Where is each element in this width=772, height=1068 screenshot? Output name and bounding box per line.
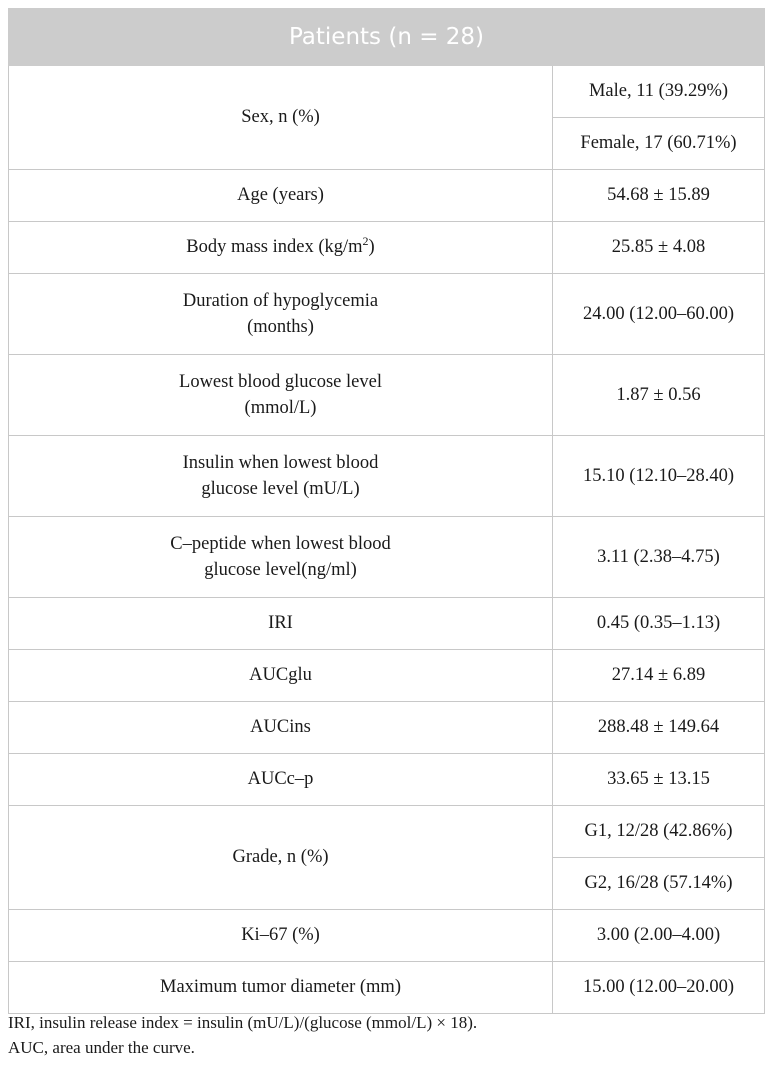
aucins-value: 288.48 ± 149.64	[553, 702, 765, 754]
table-row	[9, 754, 765, 806]
table-row	[9, 598, 765, 650]
patient-characteristics-table-wrapper	[8, 8, 764, 1014]
bmi-label-close: )	[368, 237, 375, 258]
insulin-label-line1: Insulin when lowest blood	[182, 452, 379, 473]
grade-g1-value: G1, 12/28 (42.86%)	[553, 806, 765, 858]
auccp-label: AUCc–p	[9, 754, 553, 806]
insulin-label	[9, 436, 553, 517]
auccp-value: 33.65 ± 13.15	[553, 754, 765, 806]
ki67-value: 3.00 (2.00–4.00)	[553, 910, 765, 962]
table-row	[9, 222, 765, 274]
age-value: 54.68 ± 15.89	[553, 170, 765, 222]
table-header: Patients (n = 28)	[9, 9, 765, 66]
bmi-value: 25.85 ± 4.08	[553, 222, 765, 274]
table-row	[9, 702, 765, 754]
duration-label-line2: (months)	[247, 317, 314, 337]
table-row	[9, 910, 765, 962]
table-row	[9, 355, 765, 436]
duration-label	[9, 274, 553, 355]
iri-value: 0.45 (0.35–1.13)	[553, 598, 765, 650]
sex-male-value: Male, 11 (39.29%)	[553, 66, 765, 118]
c-peptide-label-line1: C–peptide when lowest blood	[170, 533, 391, 554]
ki67-label: Ki–67 (%)	[9, 910, 553, 962]
grade-label: Grade, n (%)	[9, 806, 553, 910]
grade-g2-value: G2, 16/28 (57.14%)	[553, 858, 765, 910]
insulin-value: 15.10 (12.10–28.40)	[553, 436, 765, 517]
age-label: Age (years)	[9, 170, 553, 222]
c-peptide-value: 3.11 (2.38–4.75)	[553, 517, 765, 598]
tumor-diameter-value: 15.00 (12.00–20.00)	[553, 962, 765, 1014]
sex-female-value: Female, 17 (60.71%)	[553, 118, 765, 170]
lowest-glucose-label-line2: (mmol/L)	[244, 398, 317, 418]
iri-label: IRI	[9, 598, 553, 650]
table-row	[9, 66, 765, 118]
table-row	[9, 274, 765, 355]
lowest-glucose-value: 1.87 ± 0.56	[553, 355, 765, 436]
sex-label: Sex, n (%)	[9, 66, 553, 170]
table-footnotes	[8, 1010, 764, 1060]
insulin-label-line2: glucose level (mU/L)	[201, 479, 360, 499]
duration-value: 24.00 (12.00–60.00)	[553, 274, 765, 355]
table-row	[9, 962, 765, 1014]
bmi-label	[9, 222, 553, 274]
footnote-auc: AUC, area under the curve.	[8, 1038, 195, 1057]
table-row	[9, 517, 765, 598]
lowest-glucose-label	[9, 355, 553, 436]
aucins-label: AUCins	[9, 702, 553, 754]
duration-label-line1: Duration of hypoglycemia	[182, 290, 379, 311]
patient-characteristics-table	[8, 8, 765, 1014]
table-row	[9, 806, 765, 858]
table-row	[9, 650, 765, 702]
footnote-iri: IRI, insulin release index = insulin (mU/L)/(glucose (mmol/L) × 18).	[8, 1013, 478, 1032]
c-peptide-label-line2: glucose level(ng/ml)	[204, 560, 357, 580]
lowest-glucose-label-line1: Lowest blood glucose level	[179, 371, 382, 392]
table-row	[9, 170, 765, 222]
bmi-label-text: Body mass index (kg/m	[186, 237, 363, 258]
c-peptide-label	[9, 517, 553, 598]
tumor-diameter-label: Maximum tumor diameter (mm)	[9, 962, 553, 1014]
aucglu-label: AUCglu	[9, 650, 553, 702]
aucglu-value: 27.14 ± 6.89	[553, 650, 765, 702]
table-row	[9, 436, 765, 517]
bmi-label-superscript: 2	[362, 234, 369, 249]
